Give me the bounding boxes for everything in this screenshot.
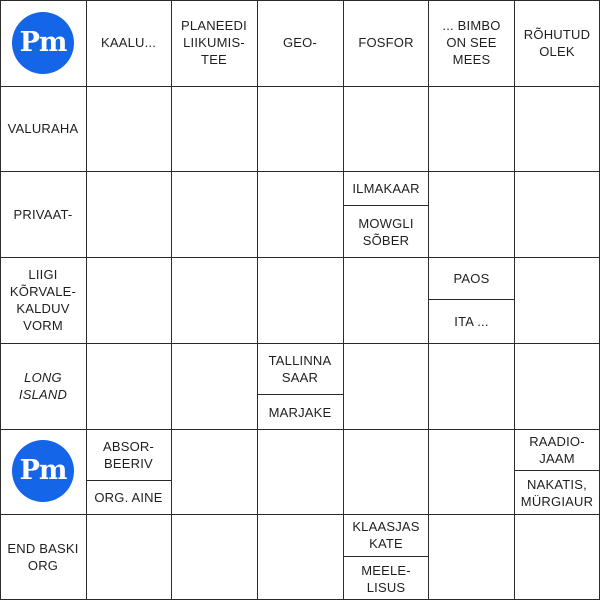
answer-cell[interactable] — [514, 257, 600, 343]
clue-col-4: FOSFOR — [358, 35, 414, 50]
answer-cell[interactable] — [257, 171, 343, 257]
answer-cell[interactable] — [428, 171, 514, 257]
answer-cell[interactable] — [343, 343, 428, 429]
answer-cell[interactable] — [428, 514, 514, 600]
answer-cell[interactable] — [257, 257, 343, 343]
clue-absorbeeriv: ABSOR- BEERIV — [102, 438, 155, 471]
grid-line — [514, 0, 515, 600]
answer-cell[interactable] — [257, 514, 343, 600]
answer-cell[interactable] — [514, 514, 600, 600]
clue-row-6: END BASKI ORG — [7, 541, 79, 573]
answer-cell[interactable] — [428, 343, 514, 429]
clue-mowgli: MOWGLI SÕBER — [358, 215, 414, 248]
clue-col-2: PLANEEDI LIIKUMIS- TEE — [181, 18, 247, 67]
answer-cell[interactable] — [428, 429, 514, 514]
clue-col-5: ... BIMBO ON SEE MEES — [442, 18, 501, 67]
answer-cell[interactable] — [257, 429, 343, 514]
answer-cell[interactable] — [428, 86, 514, 171]
clue-meelelisus: MEELE- LISUS — [361, 562, 411, 595]
pm-logo-text: Pm — [19, 454, 67, 486]
clue-paos: PAOS — [453, 270, 490, 286]
clue-col-1: KAALU... — [100, 35, 157, 50]
grid-line — [428, 0, 429, 600]
grid-line — [0, 514, 600, 515]
answer-cell[interactable] — [514, 343, 600, 429]
clue-ilmakaar: ILMAKAAR — [352, 180, 420, 196]
clue-ita: ITA ... — [454, 314, 489, 329]
clue-nakatis: NAKATIS, MÜRGIAUR — [520, 476, 594, 509]
answer-cell[interactable] — [257, 86, 343, 171]
answer-cell[interactable] — [343, 429, 428, 514]
answer-cell[interactable] — [171, 171, 257, 257]
answer-cell[interactable] — [343, 257, 428, 343]
grid-line — [171, 0, 172, 600]
clue-klaasjas: KLAASJAS KATE — [352, 519, 420, 551]
clue-row-4: LONG ISLAND — [18, 370, 68, 402]
answer-cell[interactable] — [171, 429, 257, 514]
grid-line — [343, 0, 344, 600]
answer-cell[interactable] — [86, 86, 171, 171]
grid-line — [0, 171, 600, 172]
answer-cell[interactable] — [86, 257, 171, 343]
answer-cell[interactable] — [171, 86, 257, 171]
clue-raadiojaam: RAADIO- JAAM — [529, 433, 585, 466]
grid-line — [257, 0, 258, 600]
grid-line — [0, 0, 1, 600]
answer-cell[interactable] — [86, 343, 171, 429]
pm-logo-text: Pm — [19, 26, 67, 58]
clue-row-1: VALURAHA — [7, 121, 79, 136]
grid-line — [0, 0, 600, 1]
answer-cell[interactable] — [514, 86, 600, 171]
grid-line — [0, 86, 600, 87]
answer-cell[interactable] — [171, 514, 257, 600]
clue-marjake: MARJAKE — [268, 404, 332, 420]
answer-cell[interactable] — [86, 514, 171, 600]
pm-logo-top — [12, 12, 74, 74]
pm-logo-bottom — [12, 440, 74, 502]
clue-row-2: PRIVAAT- — [13, 206, 73, 222]
grid-line — [0, 429, 600, 430]
clue-col-3: GEO- — [282, 35, 318, 50]
clue-tallinna: TALLINNA SAAR — [268, 352, 332, 385]
answer-cell[interactable] — [514, 171, 600, 257]
answer-cell[interactable] — [171, 343, 257, 429]
clue-org-aine: ORG. AINE — [94, 490, 163, 505]
answer-cell[interactable] — [343, 86, 428, 171]
grid-line — [86, 0, 87, 600]
answer-cell[interactable] — [86, 171, 171, 257]
clue-row-3: LIIGI KÕRVALE- KALDUV VORM — [9, 267, 77, 333]
answer-cell[interactable] — [171, 257, 257, 343]
clue-col-6: RÕHUTUD OLEK — [523, 26, 591, 59]
grid-line — [0, 257, 600, 258]
grid-line — [0, 343, 600, 344]
